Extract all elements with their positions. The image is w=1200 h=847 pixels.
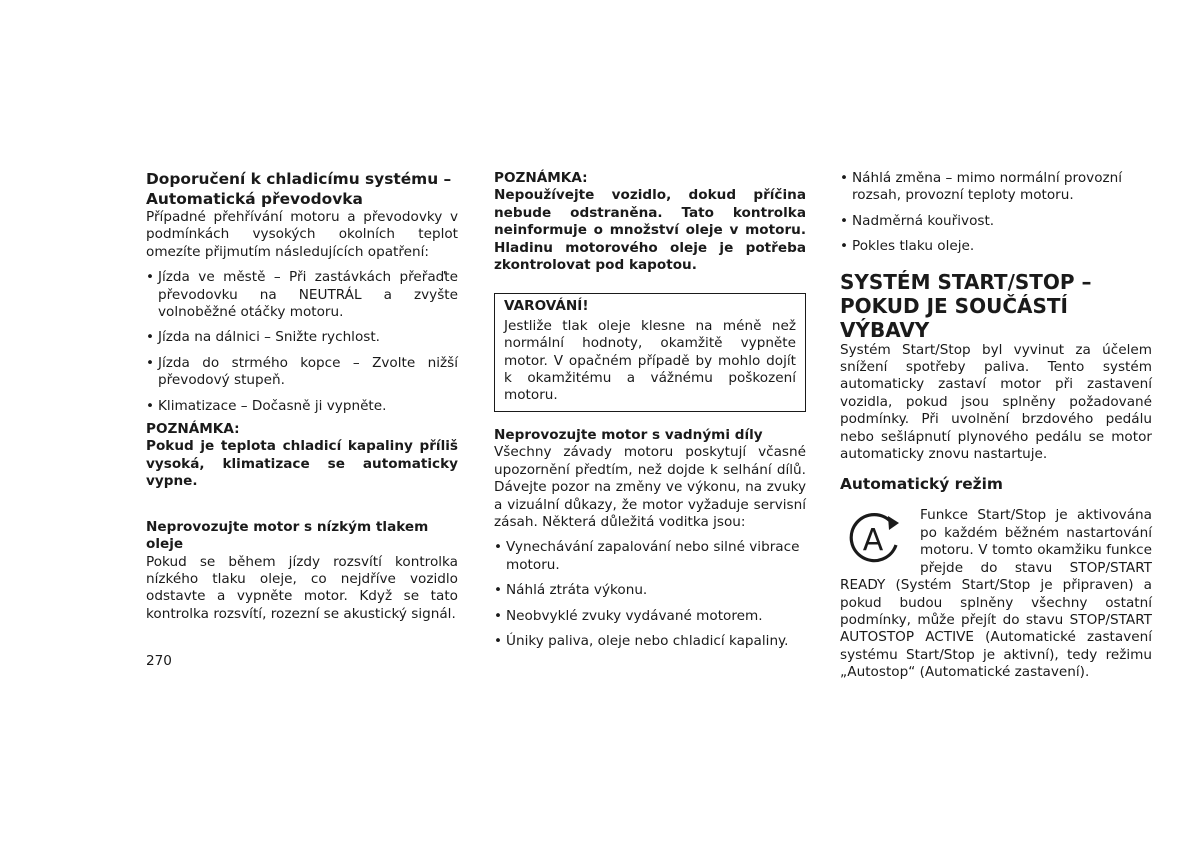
- list-item: • Vynechávání zapalování nebo silné vibrace motoru.: [494, 539, 806, 574]
- middle-column: [494, 170, 806, 650]
- cooling-intro-text: Případné přehřívání motoru a převodovky v podmínkách vysokých okolních teplot omezíte přijmutím následujících opatření:: [146, 209, 458, 260]
- list-item: • Pokles tlaku oleje.: [840, 238, 1152, 255]
- low-oil-pressure-text: Pokud se během jízdy rozsvítí kontrolka nízkého tlaku oleje, co nejdříve vozidlo odstavte a vypněte motor. Když se tato kontrolka rozsvítí, rozezní se akustický signál.: [146, 553, 458, 622]
- faulty-parts-heading: Neprovozujte motor s vadnými díly: [494, 426, 763, 443]
- warning-text: Jestliže tlak oleje klesne na méně než normální hodnoty, okamžitě vypněte motor. V opačném případě by mohlo dojít k okamžitému a vážnému poškození motoru.: [504, 317, 796, 404]
- cooling-bullet-list: [146, 269, 458, 415]
- list-item: • Úniky paliva, oleje nebo chladicí kapaliny.: [494, 633, 806, 650]
- faulty-parts-text: Všechny závady motoru poskytují včasné upozornění předtím, než dojde k selhání dílů. Dávejte pozor na změny ve výkonu, na zvuky a vizuální důkazy, že motor vyžaduje servisní zásah. Některá důležitá voditka jsou:: [494, 444, 806, 530]
- auto-start-stop-icon: [840, 511, 912, 569]
- list-item: • Klimatizace – Dočasně ji vypněte.: [146, 398, 458, 415]
- right-column: [840, 170, 1152, 682]
- cooling-recommendations-heading: [146, 170, 458, 209]
- note-text: Nepoužívejte vozidlo, dokud příčina nebude odstraněna. Tato kontrolka neinformuje o množství oleje v motoru. Hladinu motorového oleje je potřeba zkontrolovat pod kapotou.: [494, 187, 806, 274]
- warning-box: [494, 293, 806, 411]
- list-item: • Jízda na dálnici – Snižte rychlost.: [146, 329, 458, 346]
- title-line-2: POKUD JE SOUČÁSTÍ VÝBAVY: [840, 293, 1068, 342]
- automatic-mode-text: Funkce Start/Stop je aktivována po každém běžném nastartování motoru. V tomto okamžiku funkce přejde do stavu STOP/START READY (Systém Start/Stop je připraven) a pokud budou splněny všechny ostatní podmínky, může přejít do stavu STOP/START AUTOSTOP ACTIVE (Automatické zastavení systému Start/Stop je aktivní), tedy režimu „Autostop“ (Automatické zastavení).: [840, 507, 1152, 681]
- warning-label: VAROVÁNÍ!: [504, 298, 589, 315]
- faulty-parts-bullet-list: [494, 539, 806, 650]
- note-label: POZNÁMKA:: [494, 170, 588, 186]
- automatic-mode-heading: Automatický režim: [840, 475, 1003, 494]
- page-number: 270: [146, 653, 172, 669]
- list-item: • Jízda ve městě – Při zastávkách přeřaďte převodovku na NEUTRÁL a zvyšte volnoběžné otáčky motoru.: [146, 269, 458, 321]
- start-stop-section-title: [840, 270, 1152, 342]
- icon-letter: A: [862, 523, 884, 559]
- heading-line-2: Automatická převodovka: [146, 189, 363, 208]
- list-item: • Náhlá ztráta výkonu.: [494, 582, 806, 599]
- note-label: POZNÁMKA:: [146, 421, 240, 438]
- symptom-bullet-list: [840, 170, 1152, 256]
- automatic-mode-block: [840, 507, 1152, 681]
- list-item: • Nadměrná kouřivost.: [840, 213, 1152, 230]
- title-line-1: SYSTÉM START/STOP –: [840, 269, 1092, 294]
- start-stop-intro-text: Systém Start/Stop byl vyvinut za účelem snížení spotřeby paliva. Tento systém automaticky zastaví motor při zastavení vozidla, pokud jsou splněny požadované podmínky. Při uvolnění brzdového pedálu nebo sešlápnutí plynového pedálu se motor automaticky znovu nastartuje.: [840, 341, 1152, 463]
- list-item: • Jízda do strmého kopce – Zvolte nižší převodový stupeň.: [146, 355, 458, 390]
- low-oil-pressure-heading: Neprovozujte motor s nízkým tlakem oleje: [146, 518, 429, 553]
- left-column: [146, 170, 458, 623]
- list-item: • Neobvyklé zvuky vydávané motorem.: [494, 608, 806, 625]
- list-item: • Náhlá změna – mimo normální provozní rozsah, provozní teploty motoru.: [840, 170, 1152, 205]
- heading-line-1: Doporučení k chladicímu systému –: [146, 170, 452, 188]
- note-text: Pokud je teplota chladicí kapaliny příliš vysoká, klimatizace se automaticky vypne.: [146, 438, 458, 490]
